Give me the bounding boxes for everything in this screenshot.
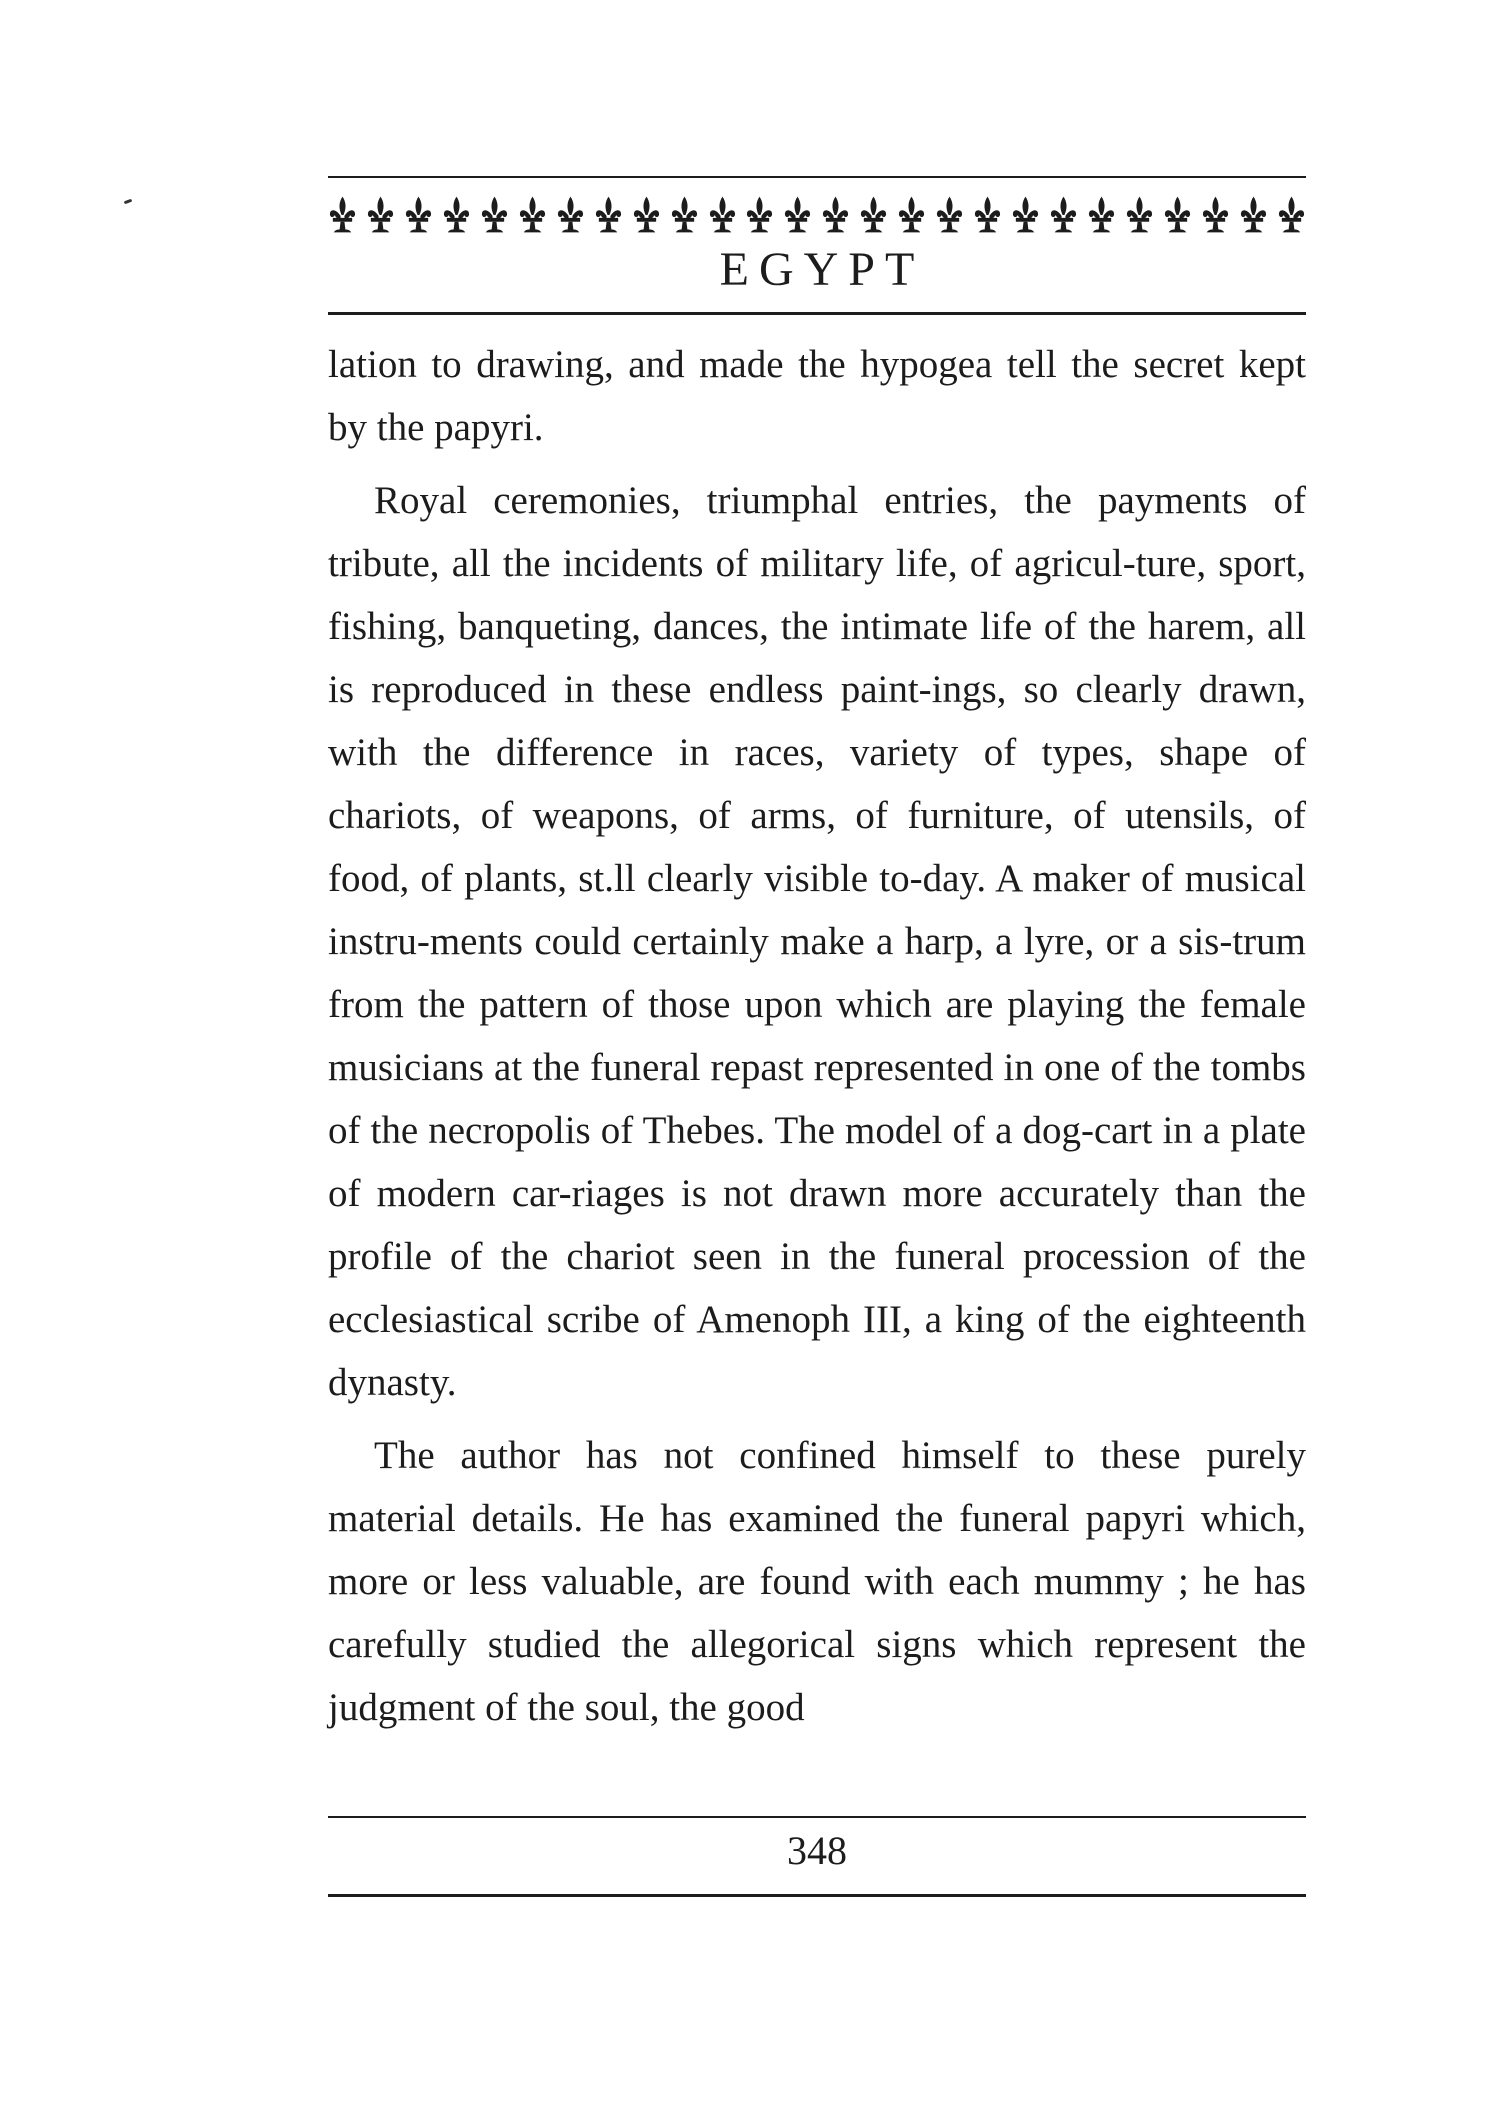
footer-rule [328, 1816, 1306, 1818]
bottom-rule [328, 1894, 1306, 1897]
fleur-de-lis-icon [859, 194, 888, 234]
fleur-de-lis-icon [783, 194, 812, 234]
fleur-de-lis-icon [935, 194, 964, 234]
paragraph-continuation: lation to drawing, and made the hypogea tell the secret kept by the papyri. [328, 343, 1306, 449]
fleur-de-lis-icon [556, 194, 585, 234]
book-page [328, 176, 1306, 1873]
paragraph: The author has not confined himself to these purely material details. He has examined the funeral papyri which, more or less valuable, are found with each mummy ; he has carefully studied the allegorical signs which represent the judgment of the soul, the good [328, 1434, 1306, 1729]
fleur-de-lis-icon [897, 194, 926, 234]
page-number: 348 [787, 1828, 847, 1873]
fleur-de-lis-icon [670, 194, 699, 234]
running-head-title: EGYPT [719, 243, 925, 296]
fleur-de-lis-ornament-band [328, 192, 1306, 236]
fleur-de-lis-icon [480, 194, 509, 234]
fleur-de-lis-icon [518, 194, 547, 234]
fleur-de-lis-icon [1087, 194, 1116, 234]
fleur-de-lis-icon [745, 194, 774, 234]
fleur-de-lis-icon [1239, 194, 1268, 234]
running-head [328, 242, 1306, 300]
paragraph: Royal ceremonies, triumphal entries, the payments of tribute, all the incidents of military life, of agricul-ture, sport, fishing, banqueting, dances, the intimate life of the harem, all is reproduced in these endless paint-ings, so clearly drawn, with the difference in races, variety of types, shape of chariots, of weapons, of arms, of furniture, of utensils, of food, of plants, st.ll clearly visible to-day. A maker of musical instru-ments could certainly make a harp, a lyre, or a sis-trum from the pattern of those upon which are playing the female musicians at the funeral repast represented in one of the tombs of the necropolis of Thebes. The model of a dog-cart in a plate of modern car-riages is not drawn more accurately than the profile of the chariot seen in the funeral procession of the ecclesiastical scribe of Amenoph III, a king of the eighteenth dynasty. [328, 479, 1306, 1404]
fleur-de-lis-icon [1277, 194, 1306, 234]
fleur-de-lis-icon [1125, 194, 1154, 234]
fleur-de-lis-icon [632, 194, 661, 234]
header-rule [328, 312, 1306, 315]
fleur-de-lis-icon [1011, 194, 1040, 234]
fleur-de-lis-icon [328, 194, 357, 234]
fleur-de-lis-icon [1201, 194, 1230, 234]
page-body [328, 333, 1306, 1739]
fleur-de-lis-icon [1049, 194, 1078, 234]
fleur-de-lis-icon [708, 194, 737, 234]
top-rule [328, 176, 1306, 178]
fleur-de-lis-icon [821, 194, 850, 234]
ink-speck [124, 199, 133, 205]
fleur-de-lis-icon [594, 194, 623, 234]
fleur-de-lis-icon [1163, 194, 1192, 234]
fleur-de-lis-icon [973, 194, 1002, 234]
fleur-de-lis-icon [366, 194, 395, 234]
fleur-de-lis-icon [404, 194, 433, 234]
fleur-de-lis-icon [442, 194, 471, 234]
